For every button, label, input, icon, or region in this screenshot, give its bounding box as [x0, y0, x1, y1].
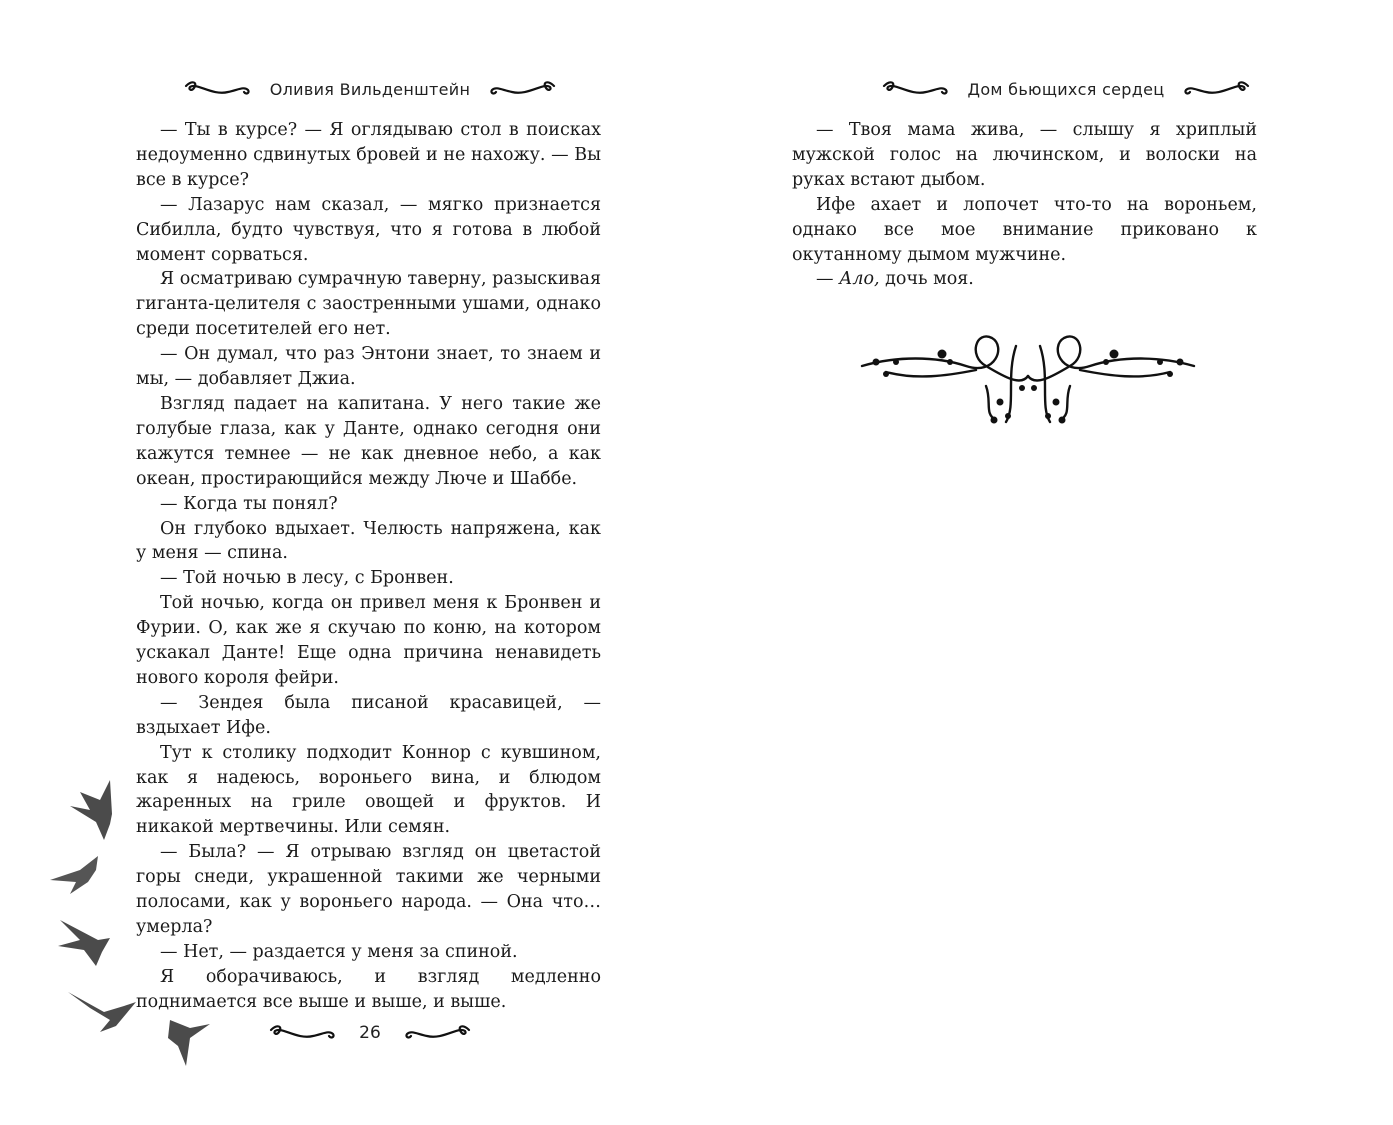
running-head-left [120, 72, 620, 106]
paragraph: Ифе ахает и лопочет что-то на вороньем, однако все мое внимание приковано к окутанному дымом мужчине. [792, 194, 1257, 265]
paragraph: — Когда ты понял? [160, 493, 338, 514]
right-page [696, 0, 1393, 1125]
swash-ornament-icon [880, 78, 950, 100]
author-name: Оливия Вильденштейн [269, 79, 471, 99]
body-text-right [792, 118, 1257, 292]
paragraph: Тут к столику подходит Коннор с кувшином, как я надеюсь, вороньего вина, и блюдом жаренных на гриле овощей и фруктов. И никакой мертвечины. Или семян. [136, 742, 601, 838]
ravens-decoration-icon [40, 770, 230, 1080]
paragraph: — Той ночью в лесу, с Бронвен. [160, 568, 454, 589]
page-number-footer [200, 1018, 540, 1048]
paragraph: Я осматриваю сумрачную таверну, разыскивая гиганта-целителя с заостренными ушами, однако среди посетителей его нет. [136, 269, 601, 340]
floral-flourish-icon [856, 326, 1200, 430]
paragraph: — Ты в курсе? — Я оглядываю стол в поисках недоуменно сдвинутых бровей и не нахожу. — Вы все в курсе? [136, 120, 601, 190]
paragraph: — Он думал, что раз Энтони знает, то знаем и мы, — добавляет Джиа. [136, 344, 601, 390]
italic-word: Ало, [839, 269, 880, 290]
paragraph: Той ночью, когда он привел меня к Бронвен и Фурии. О, как же я скучаю по коню, на котором ускакал Данте! Еще одна причина ненавидеть нового короля фейри. [136, 593, 601, 688]
swash-ornament-icon [267, 1022, 337, 1044]
paragraph: Он глубоко вдыхает. Челюсть напряжена, как у меня — спина. [136, 518, 601, 564]
swash-ornament-icon [403, 1022, 473, 1044]
paragraph: — Ало, дочь моя. [816, 269, 974, 290]
page-number: 26 [359, 1023, 381, 1043]
paragraph: — Зендея была писаной красавицей, — вздыхает Ифе. [136, 692, 601, 738]
paragraph: — Твоя мама жива, — слышу я хриплый мужской голос на лючинском, и волоски на руках встают дыбом. [792, 120, 1257, 190]
left-page [0, 0, 696, 1125]
swash-ornament-icon [1182, 78, 1252, 100]
paragraph: Я оборачиваюсь, и взгляд медленно поднимается все выше и выше, и выше. [136, 966, 601, 1012]
paragraph: — Нет, — раздается у меня за спиной. [160, 941, 518, 962]
paragraph: — Была? — Я отрываю взгляд он цветастой горы снеди, украшенной такими же черными полосами, как у вороньего народа. — Она что… умерла? [136, 842, 601, 937]
swash-ornament-icon [182, 78, 252, 100]
book-title: Дом бьющихся сердец [967, 79, 1165, 99]
paragraph: Взгляд падает на капитана. У него такие же голубые глаза, как у Данте, однако сегодня они кажутся темнее — не как дневное небо, а как океан, простирающийся между Люче и Шаббе. [136, 393, 601, 489]
running-head-right [816, 72, 1316, 106]
swash-ornament-icon [488, 78, 558, 100]
paragraph: — Лазарус нам сказал, — мягко признается Сибилла, будто чувствуя, что я готова в любой момент сорваться. [136, 194, 601, 265]
paragraph-rest: дочь моя. [879, 269, 974, 290]
